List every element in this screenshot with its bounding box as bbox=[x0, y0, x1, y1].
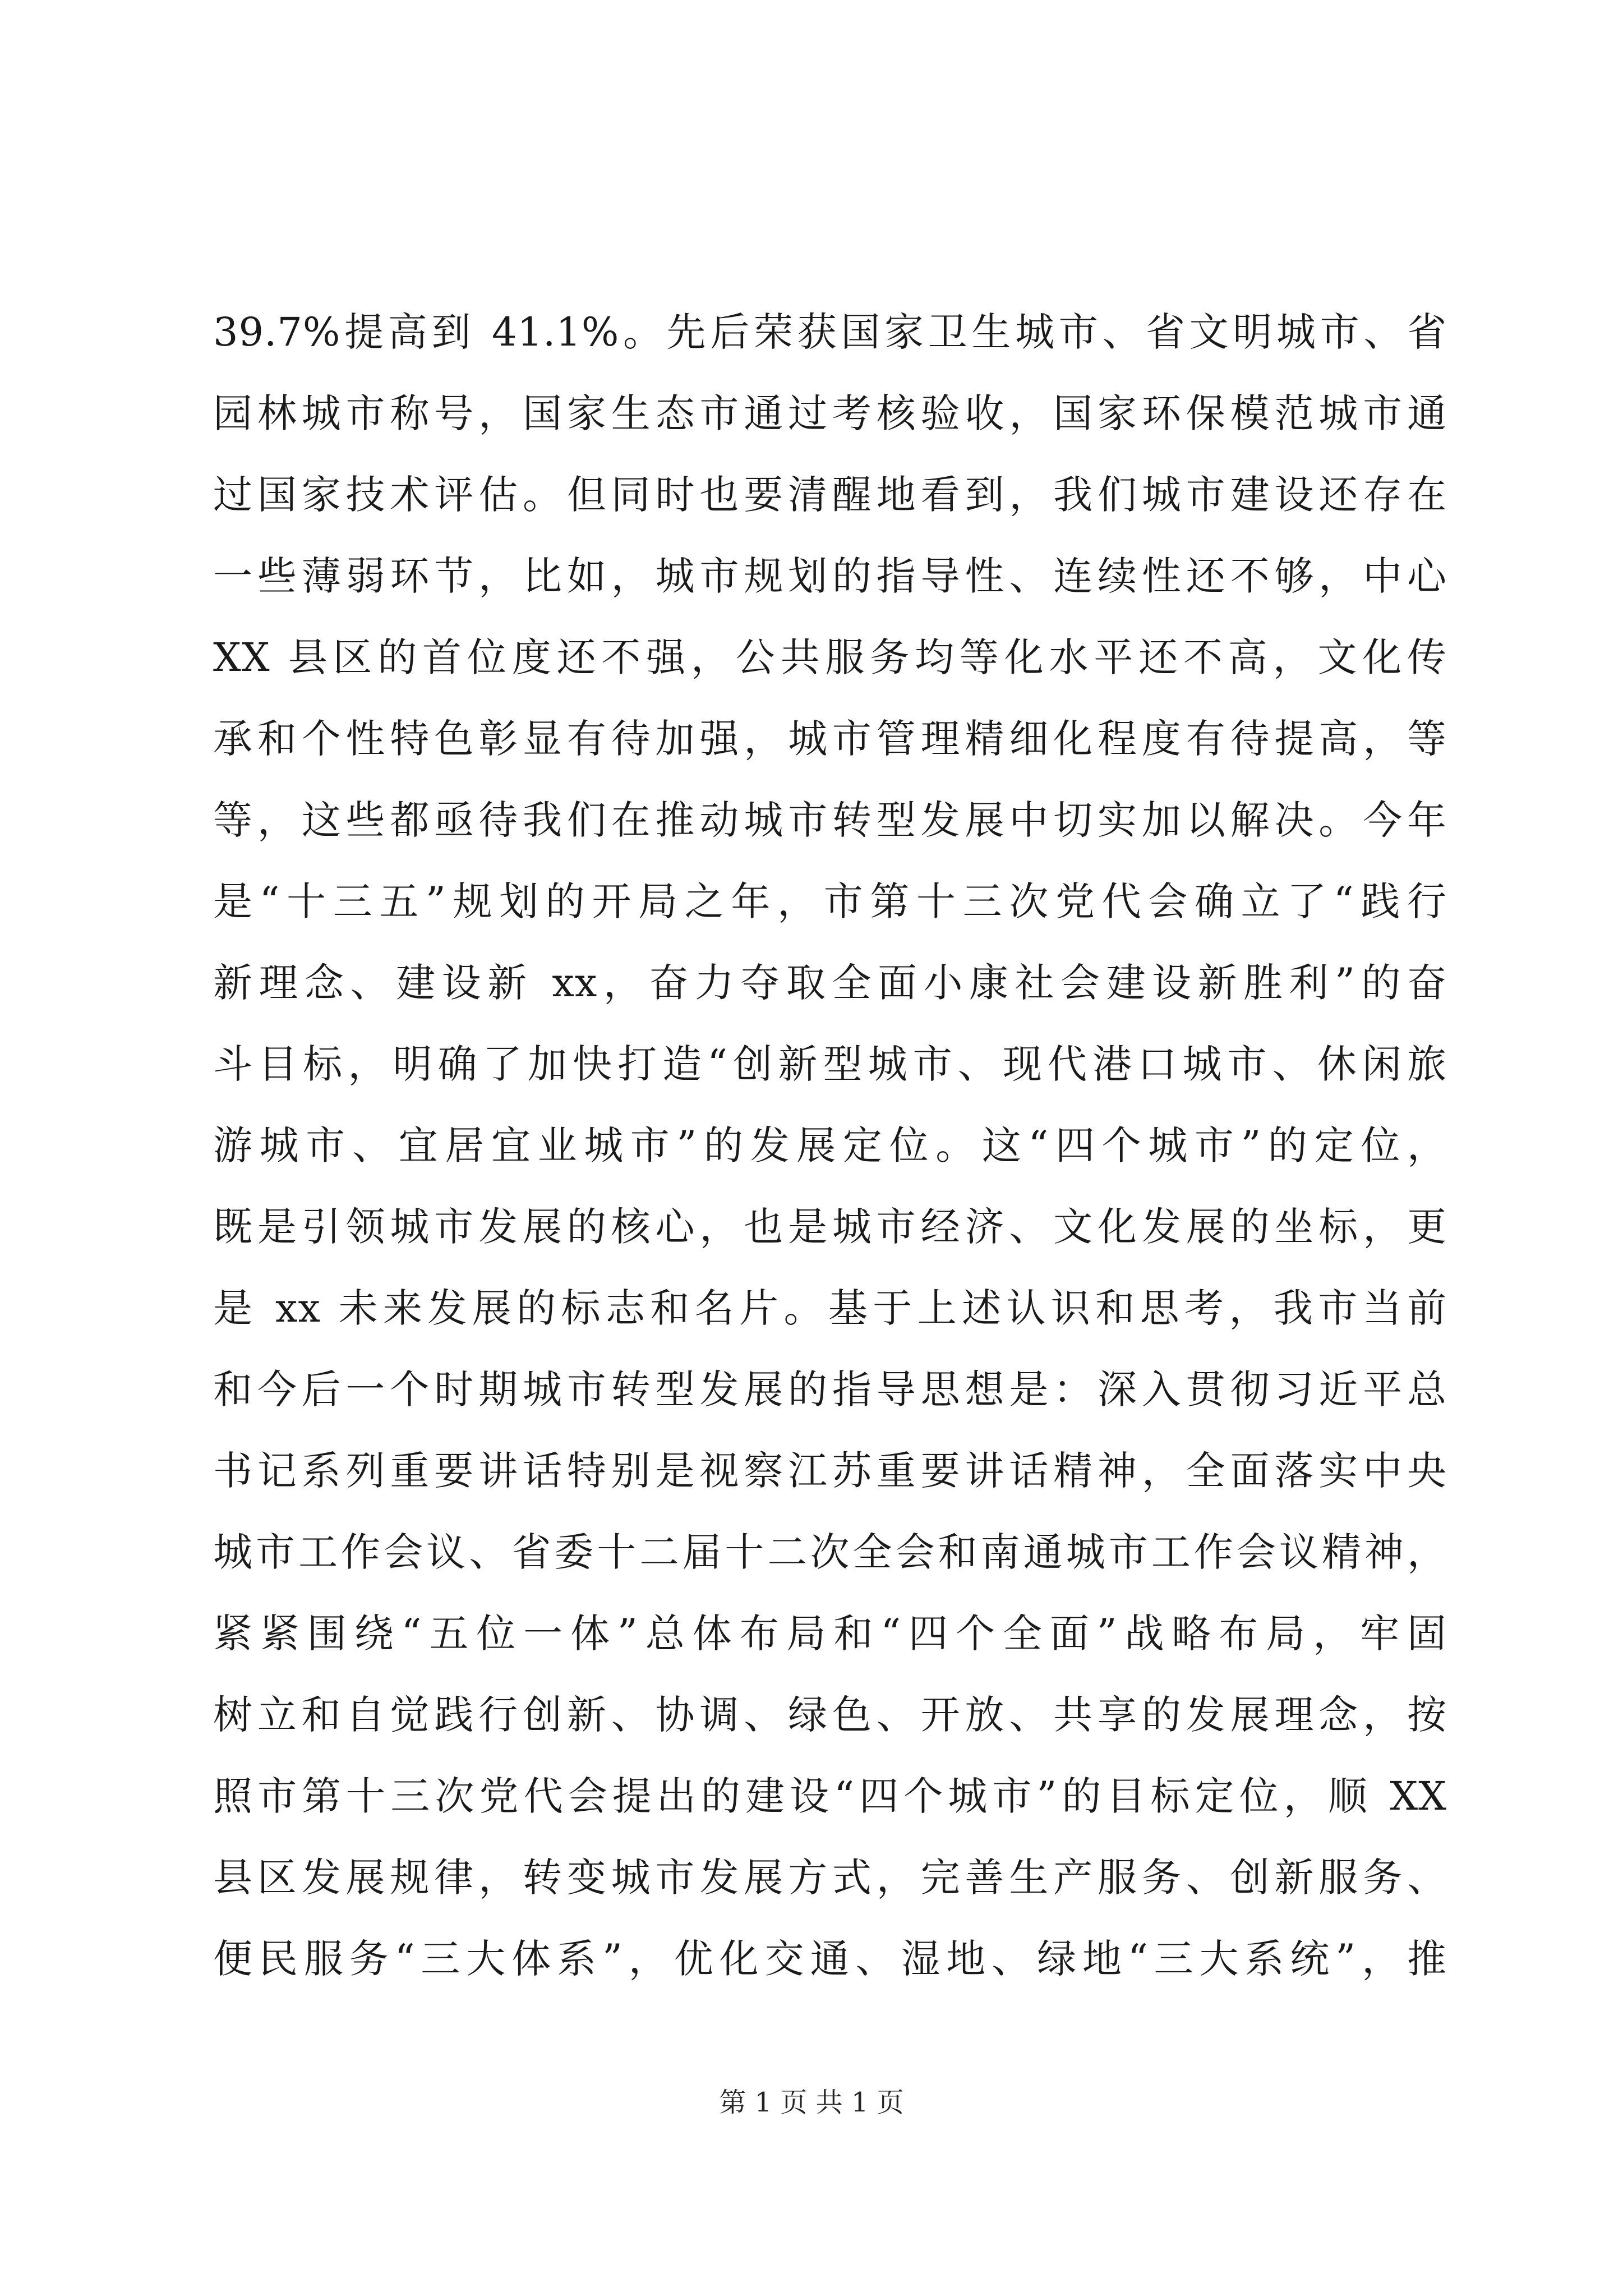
text-line: 和今后一个时期城市转型发展的指导思想是：深入贯彻习近平总 bbox=[213, 1366, 1447, 1412]
text-line: 新理念、建设新 xx，奋力夺取全面小康社会建设新胜利”的奋 bbox=[213, 960, 1447, 1006]
text-line: 承和个性特色彰显有待加强，城市管理精细化程度有待提高，等 bbox=[213, 716, 1447, 762]
text-line: 是 xx 未来发展的标志和名片。基于上述认识和思考，我市当前 bbox=[213, 1285, 1447, 1331]
text-line: 城市工作会议、省委十二届十二次全会和南通城市工作会议精神， bbox=[213, 1529, 1447, 1575]
text-line: 园林城市称号，国家生态市通过考核验收，国家环保模范城市通 bbox=[213, 390, 1447, 436]
text-line: 既是引领城市发展的核心，也是城市经济、文化发展的坐标，更 bbox=[213, 1204, 1447, 1250]
text-line: 树立和自觉践行创新、协调、绿色、开放、共享的发展理念，按 bbox=[213, 1692, 1447, 1738]
page-number-label: 第 1 页 共 1 页 bbox=[719, 2087, 904, 2118]
text-line: 是“十三五”规划的开局之年，市第十三次党代会确立了“践行 bbox=[213, 878, 1447, 924]
text-line: 一些薄弱环节，比如，城市规划的指导性、连续性还不够，中心 bbox=[213, 553, 1447, 599]
page-footer bbox=[0, 2086, 1623, 2119]
text-line: 县区发展规律，转变城市发展方式，完善生产服务、创新服务、 bbox=[213, 1855, 1447, 1901]
body-text bbox=[213, 292, 1447, 2000]
text-line: 等，这些都亟待我们在推动城市转型发展中切实加以解决。今年 bbox=[213, 797, 1447, 843]
text-line: 照市第十三次党代会提出的建设“四个城市”的目标定位，顺 XX bbox=[213, 1773, 1447, 1819]
text-line: XX 县区的首位度还不强，公共服务均等化水平还不高，文化传 bbox=[213, 634, 1447, 680]
text-line: 过国家技术评估。但同时也要清醒地看到，我们城市建设还存在 bbox=[213, 472, 1447, 518]
text-line: 39.7%提高到 41.1%。先后荣获国家卫生城市、省文明城市、省 bbox=[213, 309, 1447, 355]
text-line: 紧紧围绕“五位一体”总体布局和“四个全面”战略布局，牢固 bbox=[213, 1611, 1447, 1657]
text-line: 斗目标，明确了加快打造“创新型城市、现代港口城市、休闲旅 bbox=[213, 1041, 1447, 1087]
text-line: 便民服务“三大体系”，优化交通、湿地、绿地“三大系统”，推 bbox=[213, 1936, 1447, 1982]
text-line: 书记系列重要讲话特别是视察江苏重要讲话精神，全面落实中央 bbox=[213, 1448, 1447, 1494]
text-line: 游城市、宜居宜业城市”的发展定位。这“四个城市”的定位， bbox=[213, 1122, 1447, 1168]
